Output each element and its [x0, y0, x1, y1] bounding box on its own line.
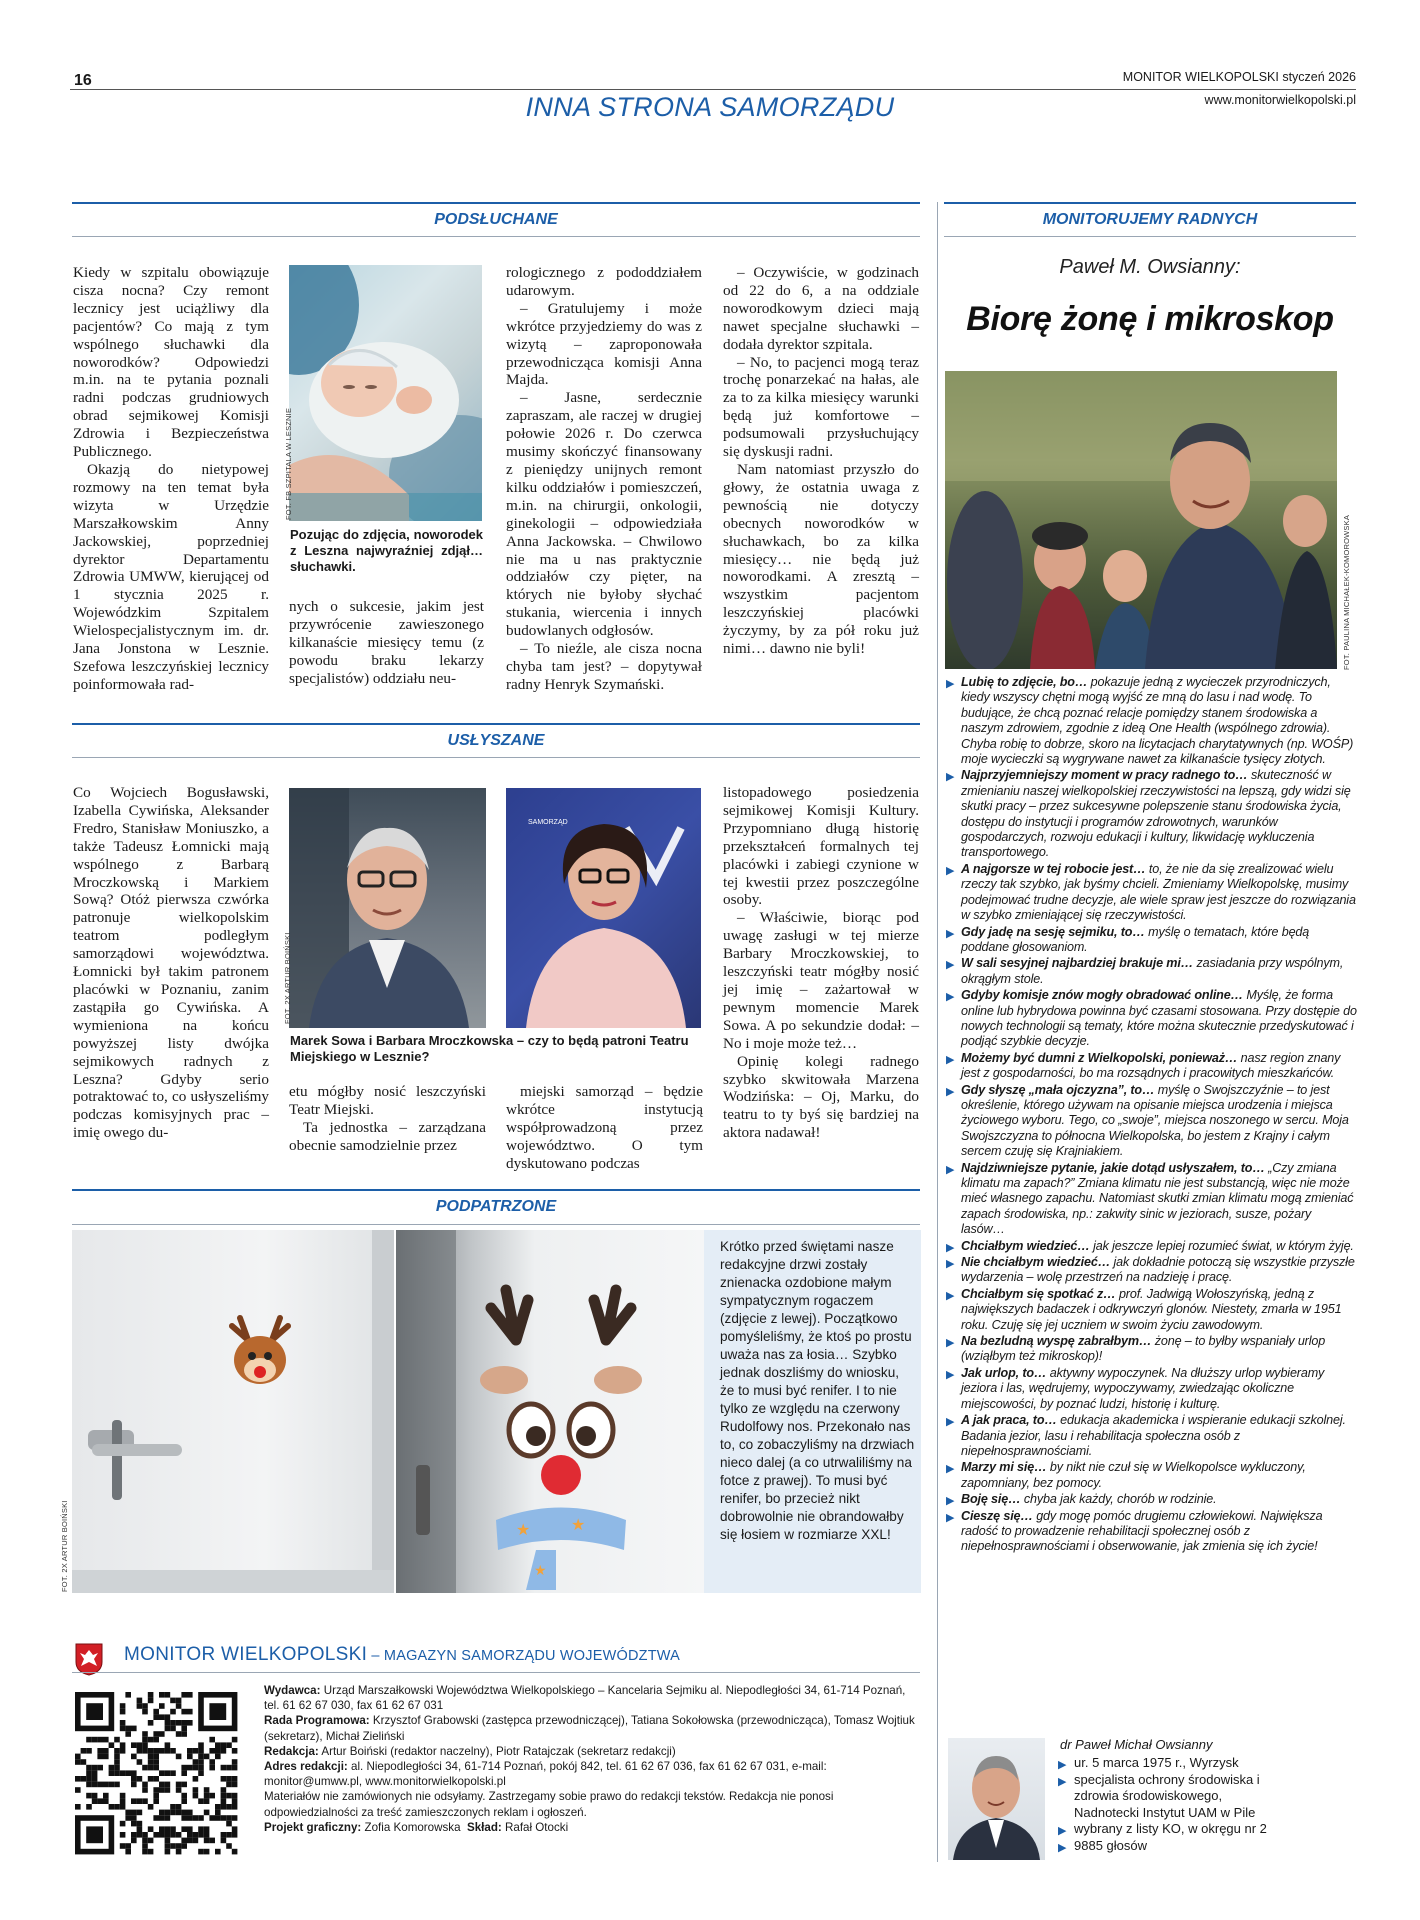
qa-question: Lubię to zdjęcie, bo…: [961, 675, 1088, 689]
footer-value: Urząd Marszałkowski Województwa Wielkopolskiego – Kancelaria Sejmiku al. Niepodległości 34, 61-714 Poznań, tel. 61 62 67 030, fax 61 62 67 031: [264, 1684, 906, 1713]
qa-answer: to, że nie da się zrealizować wielu rzeczy tak szybko, jak byśmy chcieli. Zmieniamy Wielkopolskę, musimy podejmować trudne decyzje, ale wiele spraw jest jeszcze do rozwiązania w szybko zmieniającej się rzeczywistości.: [961, 861, 1356, 923]
podsluchane-col4: [723, 264, 919, 658]
qa-list: [946, 675, 1358, 1556]
qa-question: W sali sesyjnej najbardziej brakuje mi…: [961, 956, 1194, 971]
footer-label: Skład:: [466, 1820, 502, 1834]
newborn-caption: Pozując do zdjęcia, noworodek z Leszna najwyraźniej zdjął… słuchawki.: [290, 527, 483, 574]
podsluchane-para: Okazją do nietypowej rozmowy na ten temat była wizyta w Urzędzie Marszałkowskim Anny Jackowskiej, poprzedniej dyrektor Departamentu Zdrowia UMWW, kierującej od 1 stycznia 2025 r. Wojewódzkim Szpitalem Wielospecjalistycznym im. dr. Jana Jonstona w Lesznie. Szefowa leszczyńskiej lecznicy poinformowała rad-: [73, 460, 269, 693]
qa-question: Chciałbym się spotkać z…: [961, 1286, 1116, 1301]
podsluchane-col3: [506, 264, 702, 694]
podsluchane-para: – Oczywiście, w godzinach od 22 do 6, a na oddziale noworodkowym dzieci mają nawet specjalne słuchawki – dodała dyrektor szpitala.: [723, 264, 919, 353]
podsluchane-para: – To nieźle, ale cisza nocna chyba tam jest? – dopytywał radny Henryk Szymański.: [506, 640, 702, 693]
uslyszane-para: Opinię kolegi radnego szybko skwitowała Marzena Wodzińska: – Oj, Marku, do teatru to ty byś się bardziej na aktora nadawał!: [723, 1052, 919, 1142]
wielkopolska-crest-icon: [74, 1642, 104, 1676]
uslyszane-para: Co Wojciech Bogusławski, Izabella Cywińska, Aleksander Fredro, Stanisław Moniuszko, a także Tadeusz Łomnicki mają wspólnego z Barbarą Mroczkowską i Markiem Sową? Otóż pierwsza czwórka patronuje wielkopolskim teatrom podległym samorządowi województwa. Łomnicki był takim patronem placówki w Poznaniu, zanim zastąpiła go Cywińska. A wymieniona na końcu powyższej listy dwójka sejmikowych radnych z Leszna? Gdyby serio potraktować to, co usłyszeliśmy podczas komisyjnych prac – imię owego du-: [73, 784, 269, 1142]
qa-question: Jak urlop, to…: [961, 1365, 1047, 1380]
svg-text:★: ★: [534, 1564, 547, 1579]
monitorujemy-heading: MONITORUJEMY RADNYCH: [1042, 211, 1258, 228]
qa-answer: Myślę, że forma online lub hybrydowa powinna być czasami stosowana. Przy dostępie do nowych technologii są tematy, które można skutecznie przedyskutować i podjąć szybkie decyzje.: [961, 988, 1357, 1049]
qa-answer: zasiadania przy wspólnym, okrągłym stole.: [961, 956, 1344, 986]
arrow-right-icon: ▶: [946, 1368, 955, 1381]
uslyszane-para: Ta jednostka – zarządzana obecnie samodzielnie przez: [289, 1118, 486, 1154]
publication-info: [1123, 70, 1356, 84]
podsluchane-para: nych o sukcesie, jakim jest przywrócenie zawieszonego kilkanaście miesięcy temu (z powodu braku lekarzy specjalistów) oddziału neu-: [289, 598, 484, 687]
qa-answer: aktywny wypoczynek. Na dłuższy urlop wybieramy jeziora i las, wędrujemy, wypoczywamy, zwiedzając okoliczne miejscowości, by poznać ludzi, historię i kulturę.: [961, 1365, 1325, 1411]
newborn-photo: [289, 265, 482, 521]
door-big-reindeer-photo: [396, 1230, 704, 1593]
qa-question: Najdziwniejsze pytanie, jakie dotąd usłyszałem, to…: [961, 1160, 1265, 1175]
footer-masthead: [124, 1644, 680, 1666]
qa-item: [946, 1366, 1358, 1412]
section-title: INNA STRONA SAMORZĄDU: [525, 92, 895, 122]
qa-item: [946, 1413, 1358, 1459]
arrow-right-icon: ▶: [946, 1463, 955, 1476]
qa-question: Marzy mi się…: [961, 1460, 1047, 1475]
qa-item: [946, 675, 1358, 767]
podsluchane-para: Nam natomiast przyszło do głowy, że ostatnia uwaga z pewnością nie dotyczy obecnych noworodków w słuchawkach, bo za kilka miesięcy… nie będą już noworodkami. A zresztą – wszystkim pacjentom leszczyńskiej placówki życzymy, by za pół roku już nimi… dawno nie byli!: [723, 460, 919, 658]
interview-title: Biorę żonę i mikroskop: [966, 300, 1334, 338]
qa-item: [946, 1287, 1358, 1333]
footer-publisher: [264, 1683, 924, 1713]
qa-item: [946, 956, 1358, 987]
qa-question: Możemy być dumni z Wielkopolski, ponieważ…: [961, 1050, 1238, 1065]
footer-editorial: [264, 1744, 924, 1759]
barbara-mroczkowska-photo: [506, 788, 701, 1028]
qa-answer: nasz region znany jest z gospodarności, bo ma rozsądnych i pracowitych mieszkańców.: [961, 1050, 1341, 1081]
podsluchane-col1: [73, 264, 269, 694]
uslyszane-col3: [506, 1083, 703, 1173]
footer-value: al. Niepodległości 34, 61-714 Poznań, pokój 842, tel. 61 62 67 036, fax 61 62 67 031, e-mail: monitor@umww.pl, www.monitorwielkopolski.pl: [264, 1760, 827, 1789]
uslyszane-para: – Właściwie, biorąc pod uwagę zasługi w tej mierze Barbary Mroczkowskiej, to leszczyński teatr mógłby nosić jej imię – zażartował w pewnym momencie Marek Sowa. A po sekundzie dodał: – No i moje może też…: [723, 909, 919, 1052]
bio-text: ur. 5 marca 1975 r., Wyrzysk: [1074, 1755, 1239, 1770]
qa-item: [946, 768, 1358, 860]
uslyszane-col2: [289, 1083, 486, 1155]
footer-value: Zofia Komorowska: [361, 1820, 461, 1834]
qa-answer: myślę o Swojszczyźnie – to jest określenie, którego używam na opisanie miejsca urodzenia i miejsca życiowego wyboru. Tego, co „swoje”, miejsca noszonego w sercu. Moja Swojszczyzna to północna Wielkopolska, bo jestem z Krajny i całym sercem czuję się Krajniakiem.: [961, 1082, 1349, 1159]
banner-text: SAMORZĄD: [528, 819, 568, 826]
footer-note: Materiałów nie zamówionych nie odsyłamy. Zastrzegamy sobie prawo do redakcji tekstów. Redakcja nie ponosi odpowiedzialności za treść zamieszczonych reklam i ogłoszeń.: [264, 1790, 834, 1819]
photo-credit: FOT. PAULINA MICHAŁEK-KOMOROWSKA: [1342, 514, 1351, 670]
footer-brand: MONITOR WIELKOPOLSKI: [124, 1644, 368, 1665]
qa-question: A jak praca, to…: [961, 1413, 1057, 1428]
arrow-right-icon: ▶: [1058, 1775, 1067, 1788]
bio-name: dr Paweł Michał Owsianny: [1060, 1737, 1213, 1752]
footer-imprint: [264, 1683, 924, 1835]
podsluchane-para: – Gratulujemy i może wkrótce przyjedziemy do was z wizytą – zaproponowała przewodnicząca komisji Anna Majda.: [506, 299, 702, 389]
qa-item: [946, 1161, 1358, 1238]
publication-name: MONITOR WIELKOPOLSKI: [1122, 70, 1279, 84]
qa-question: Gdy jadę na sesję sejmiku, to…: [961, 924, 1145, 939]
issue-date: styczeń 2026: [1278, 70, 1356, 84]
arrow-right-icon: ▶: [946, 864, 955, 877]
qa-item: [946, 1051, 1358, 1082]
qa-item: [946, 1509, 1358, 1555]
uslyszane-para: etu mógłby nosić leszczyński Teatr Miejski.: [289, 1083, 486, 1118]
qa-answer: jak dokładnie potoczą się wszystkie przyszłe wydarzenia – wolę przestrzeń na nadzieję i pracę.: [961, 1255, 1355, 1285]
qa-question: Cieszę się…: [961, 1508, 1033, 1523]
footer-label: Redakcja:: [264, 1744, 319, 1758]
bio-text: 9885 głosów: [1074, 1837, 1147, 1853]
svg-text:★: ★: [571, 1517, 586, 1534]
qa-question: Najprzyjemniejszy moment w pracy radnego to…: [961, 768, 1248, 783]
arrow-right-icon: ▶: [946, 1241, 955, 1254]
arrow-right-icon: ▶: [946, 1085, 955, 1098]
qa-answer: prof. Jadwigą Wołoszyńską, jedną z największych badaczek i odkrywczyń glonów. Niestety, zmarła w 1951 roku. Czuję się jej uczniem w swoim życiu zawodowym.: [961, 1286, 1342, 1332]
qa-answer: myślę o tematach, które będą poddane głosowaniom.: [961, 924, 1310, 954]
qa-item: [946, 988, 1358, 1050]
qa-question: Chciałbym wiedzieć…: [961, 1238, 1090, 1253]
qa-question: A najgorsze w tej robocie jest…: [961, 861, 1146, 876]
qa-answer: by nikt nie czuł się w Wielkopolsce wykluczony, zapomniany, bez pomocy.: [961, 1460, 1306, 1490]
arrow-right-icon: ▶: [946, 771, 955, 784]
arrow-right-icon: ▶: [946, 1511, 955, 1524]
uslyszane-col4: [723, 784, 919, 1142]
podsluchane-col2: [289, 598, 484, 688]
bio-item: [1058, 1838, 1268, 1855]
footer-address: [264, 1759, 924, 1789]
arrow-right-icon: ▶: [1058, 1825, 1067, 1837]
councillor-portrait: [948, 1738, 1045, 1860]
footer-design: [264, 1820, 924, 1835]
qa-item: [946, 1334, 1358, 1365]
podpatrzone-heading: PODPATRZONE: [435, 1198, 557, 1215]
footer-board: [264, 1713, 924, 1743]
arrow-right-icon: ▶: [946, 678, 955, 690]
qa-answer: „Czy zmiana klimatu ma zapach?” Zmiana klimatu nie jest substancją, więc nie może mieć własnego zapachu. Natomiast skutki zmian klimatu mogą zmieniać zapach środowiska, np.: zakwity sinic w jeziorach, susze, pożary lasów…: [961, 1160, 1354, 1237]
podsluchane-heading: PODSŁUCHANE: [434, 211, 558, 228]
uslyszane-para: listopadowego posiedzenia sejmikowej Komisji Kultury. Przypomniano długą historię przekształceń formalnych tej placówki i zabiegi czynione w tej kwestii przez poszczególne osoby.: [723, 784, 919, 909]
qa-question: Gdyby komisje znów mogły obradować online…: [961, 988, 1244, 1003]
arrow-right-icon: ▶: [946, 1495, 955, 1508]
bio-item: [1058, 1821, 1268, 1838]
excursion-photo: [945, 371, 1337, 669]
qa-item: [946, 1239, 1358, 1254]
qa-answer: jak jeszcze lepiej rozumieć świat, w którym żyję.: [1089, 1238, 1354, 1253]
qa-item: [946, 862, 1358, 924]
councillor-name: Paweł M. Owsianny:: [1059, 256, 1241, 278]
arrow-right-icon: ▶: [946, 1289, 955, 1302]
qa-question: Na bezludną wyspę zabrałbym…: [961, 1334, 1152, 1349]
arrow-right-icon: ▶: [946, 991, 955, 1004]
qa-answer: żonę – to byłby wspaniały urlop (wziąłbym też mikroskop)!: [961, 1334, 1326, 1364]
arrow-right-icon: ▶: [946, 1163, 955, 1176]
arrow-right-icon: ▶: [946, 1416, 955, 1429]
qa-answer: skuteczność w zmienianiu naszej wielkopolskiej rzeczywistości na lepszą, gdy widzi się skutki pracy – przez sukcesywne polepszenie stanu środowiska życia, dostępu do instytucji i programów zdrowotnych, warunków gospodarczych, rozwoju edukacji i kultury, likwidację wykluczenia transportowego.: [961, 768, 1351, 860]
arrow-right-icon: ▶: [946, 1053, 955, 1066]
qa-item: [946, 1492, 1358, 1507]
footer-value: Artur Boiński (redaktor naczelny), Piotr Ratajczak (sekretarz redakcji): [318, 1744, 676, 1758]
uslyszane-col1: [73, 784, 269, 1142]
theatre-caption: Marek Sowa i Barbara Mroczkowska – czy to będą patroni Teatru Miejskiego w Lesznie?: [290, 1033, 689, 1064]
qa-item: [946, 1255, 1358, 1286]
footer-label: Wydawca:: [264, 1684, 321, 1697]
footer-label: Adres redakcji:: [264, 1760, 348, 1774]
qa-question: Boję się…: [961, 1492, 1021, 1507]
podsluchane-para: – Jasne, serdecznie zapraszam, ale raczej w drugiej połowie 2026 r. Do czerwca musimy skończyć finansowany z pieniędzy unijnych remont kilku oddziałów i pomieszczeń, m.in. na chirurgii, onkologii, ginekologii – odpowiedziała Anna Jackowska. – Chwilowo nie ma u nas praktycznie oddziałów czy pięter, na których nie byłoby słychać stukania, wiercenia i innych budowlanych odgłosów.: [506, 389, 702, 640]
svg-text:★: ★: [516, 1522, 531, 1539]
qa-item: [946, 1083, 1358, 1160]
qa-question: Gdy słyszę „mała ojczyzna”, to…: [961, 1082, 1155, 1097]
marek-sowa-photo: [289, 788, 486, 1028]
uslyszane-para: miejski samorząd – będzie wkrótce instytucją współprowadzoną przez województwo. O tym dyskutowano podczas: [506, 1083, 703, 1172]
bio-text: wybrany z listy KO, w okręgu nr 2: [1074, 1821, 1267, 1836]
page-number: 16: [74, 72, 92, 89]
photo-credit: FOT. FB SZPITALA W LESZNIE: [284, 407, 293, 520]
arrow-right-icon: ▶: [1058, 1759, 1067, 1771]
qr-code[interactable]: [75, 1692, 245, 1858]
footer-tagline: – MAGAZYN SAMORZĄDU WOJEWÓDZTWA: [367, 1648, 680, 1664]
arrow-right-icon: ▶: [1058, 1841, 1067, 1854]
arrow-right-icon: ▶: [946, 927, 955, 940]
footer-label: Projekt graficzny:: [264, 1820, 362, 1834]
website-link[interactable]: www.monitorwielkopolski.pl: [1204, 93, 1356, 107]
bio-text: specjalista ochrony środowiska i zdrowia środowiskowego, Nadnotecki Instytut UAM w Pile: [1074, 1771, 1260, 1820]
photo-credit: FOT. 2X ARTUR BOIŃSKI: [60, 1500, 69, 1592]
qa-answer: pokazuje jedną z wycieczek przyrodniczych, kiedy wszyscy chętni mogą wyjść ze mną do lasu i nad wodę. To budujące, że chcą poznać relacje pomiędzy stanem środowiska a naszym zdrowiem, zgodnie z ideą One Health (wspólnego zdrowia). Chyba robię to dobrze, skoro na licytacjach charytatywnych (np. WOŚP) moje wycieczki są wygrywane nawet za kilkanaście tysięcy złotych.: [961, 675, 1354, 767]
arrow-right-icon: ▶: [946, 1258, 955, 1271]
bio-list: [1058, 1755, 1268, 1854]
qa-answer: gdy mogę pomóc drugiemu człowiekowi. Największa radość to prowadzenie rehabilitacji społecznej osób z niepełnosprawnościami i obserwowanie, jak zmienia się ich życie!: [961, 1508, 1323, 1554]
photo-credit: FOT. 2X ARTUR BOIŃSKI: [283, 932, 292, 1024]
podsluchane-para: Kiedy w szpitalu obowiązuje cisza nocna? Czy remont lecznicy jest uciążliwy dla pacjentów? Co mają z tym wspólnego słuchawki dla noworodków? Odpowiedzi m.in. na te pytania poznali radni podczas grudniowych obrad sejmikowej Komisji Zdrowia i Bezpieczeństwa Publicznego.: [73, 264, 269, 461]
podsluchane-para: rologicznego z pododdziałem udarowym.: [506, 264, 702, 299]
uslyszane-heading: USŁYSZANE: [447, 732, 545, 749]
footer-label: Rada Programowa:: [264, 1714, 370, 1728]
qa-item: [946, 1460, 1358, 1491]
podpatrzone-text: Krótko przed świętami nasze redakcyjne drzwi zostały znienacka ozdobione małym sympatycznym rogaczem (zdjęcie z lewej). Początkowo pomyśleliśmy, że ktoś po prostu uważa nas za łosia… Szybko jednak doszliśmy do wniosku, że to musi być renifer. I to nie tylko ze względu na czerwony Rudolfowy nos. Przekonało nas to, co zobaczyliśmy na drzwiach nieco dalej (a co utrwaliliśmy na fotce z prawej). To musi być renifer, bo przecież nikt dobrowolnie nie obrandowałby się łosiem w rozmiarze XXL!: [720, 1239, 915, 1542]
door-small-reindeer-photo: [72, 1230, 394, 1593]
arrow-right-icon: ▶: [946, 1337, 955, 1350]
footer-value: Krzysztof Grabowski (zastępca przewodniczącej), Tatiana Sokołowska (przewodnicząca), Tomasz Wojtiuk (sekretarz), Michał Zieliński: [264, 1714, 915, 1743]
qa-item: [946, 925, 1358, 956]
qa-answer: chyba jak każdy, chorób w rodzinie.: [1020, 1492, 1217, 1507]
footer-value: Rafał Otocki: [501, 1820, 569, 1834]
arrow-right-icon: ▶: [946, 959, 955, 972]
qa-question: Nie chciałbym wiedzieć…: [961, 1255, 1111, 1270]
bio-item: [1058, 1772, 1268, 1822]
bio-item: [1058, 1755, 1268, 1772]
podsluchane-para: – No, to pacjenci mogą teraz trochę ponarzekać na hałas, ale za to za kilka miesięcy warunki będą już komfortowe – podsumowali przysłuchujący się dyskusji radni.: [723, 353, 919, 461]
qa-answer: edukacja akademicka i wspieranie edukacji szkolnej. Badania jezior, lasu i rehabilitacja społeczna osób z niepełnosprawnościami.: [961, 1413, 1346, 1458]
